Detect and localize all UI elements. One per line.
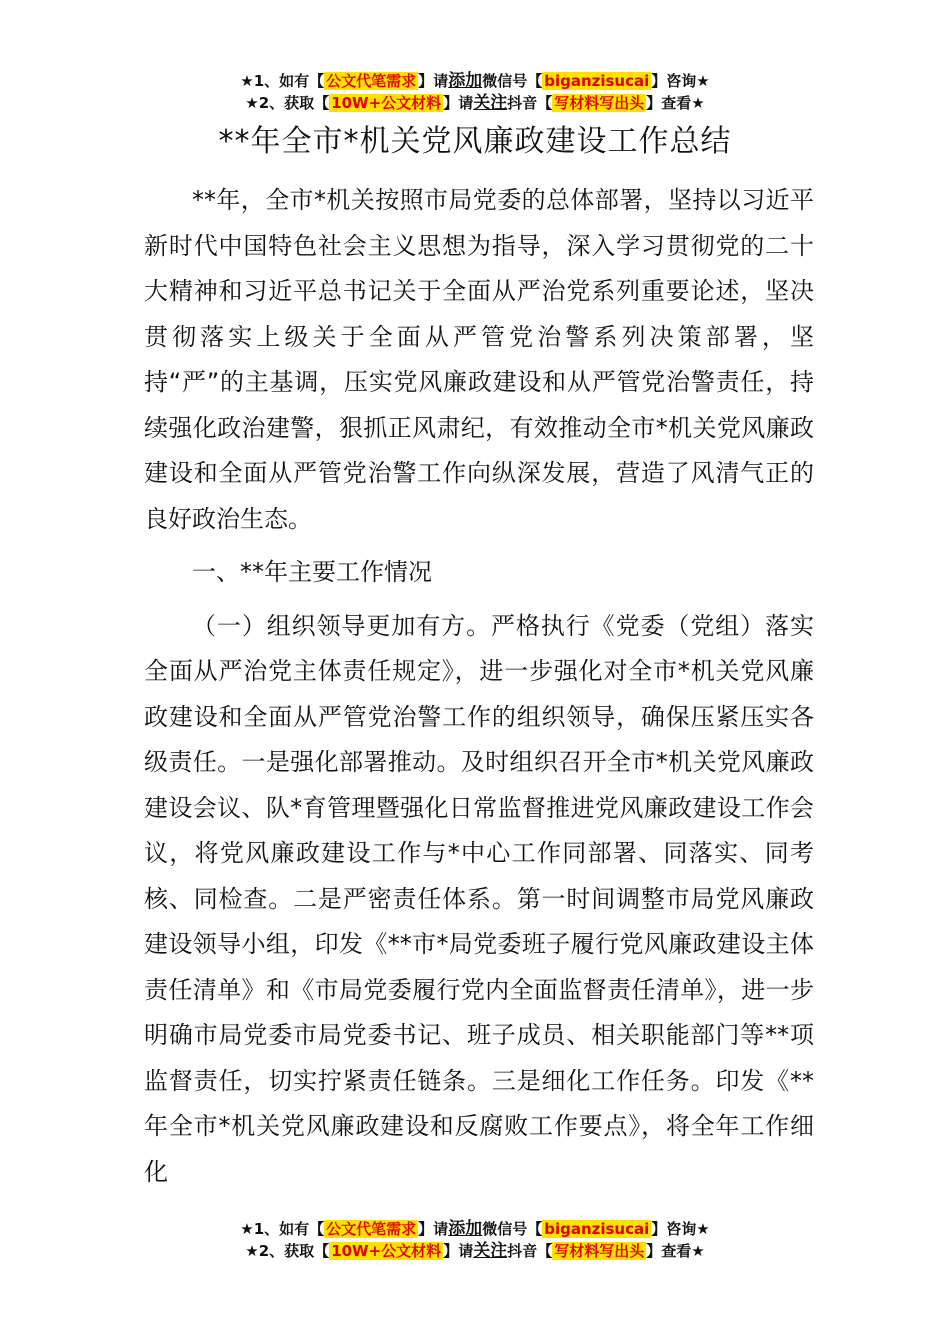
bottom-banner [0,1218,950,1262]
banner-text: 微信号【 [482,1220,543,1238]
banner-line-2 [0,1240,950,1262]
document-title: **年全市*机关党风廉政建设工作总结 [218,124,732,159]
banner-underlined-text: 关注 [473,93,508,113]
banner-line-1 [0,1218,950,1240]
banner-text: 】查看★ [646,94,705,112]
banner-text: 】查看★ [646,1242,705,1260]
banner-line-1 [0,70,950,92]
section-heading: 一、**年主要工作情况 [192,558,432,586]
banner-underlined-text: 添加 [448,1219,483,1239]
banner-highlight: 公文代笔需求 [326,1220,417,1238]
banner-text: 】咨询★ [651,1220,710,1238]
banner-underlined-text: 添加 [448,71,483,91]
banner-line-2 [0,92,950,114]
banner-text: ★1、如有【 [240,72,325,90]
banner-text: ★2、获取【 [245,94,330,112]
document-body [144,178,814,1195]
banner-highlight: 写材料写出头 [554,94,645,112]
top-banner [0,70,950,114]
banner-highlight: 10W+公文材料 [331,94,442,112]
banner-text: 】请 [418,1220,449,1238]
banner-underlined-text: 关注 [473,1241,508,1261]
banner-highlight: 公文代笔需求 [326,72,417,90]
banner-text: 微信号【 [482,72,543,90]
banner-text: ★1、如有【 [240,1220,325,1238]
banner-text: ★2、获取【 [245,1242,330,1260]
banner-text: 】请 [443,94,474,112]
banner-highlight: 10W+公文材料 [331,1242,442,1260]
banner-text: 】咨询★ [651,72,710,90]
banner-highlight: biganzisucai [544,1220,650,1238]
banner-text: 抖音【 [507,1242,553,1260]
banner-highlight: biganzisucai [544,72,650,90]
intro-paragraph: **年，全市*机关按照市局党委的总体部署，坚持以习近平新时代中国特色社会主义思想为指导，深入学习贯彻党的二十大精神和习近平总书记关于全面从严治党系列重要论述，坚决贯彻落实上级关于全面从严管党治警系列决策部署，坚持“严”的主基调，压实党风廉政建设和从严管党治警责任，持续强化政治建警，狠抓正风肃纪，有效推动全市*机关党风廉政建设和全面从严管党治警工作向纵深发展，营造了风清气正的良好政治生态。 [144,186,814,533]
banner-highlight: 写材料写出头 [554,1242,645,1260]
body-paragraph: （一）组织领导更加有方。严格执行《党委（党组）落实全面从严治党主体责任规定》，进一步强化对全市*机关党风廉政建设和全面从严管党治警工作的组织领导，确保压紧压实各级责任。一是强化部署推动。及时组织召开全市*机关党风廉政建设会议、队*育管理暨强化日常监督推进党风廉政建设工作会议，将党风廉政建设工作与*中心工作同部署、同落实、同考核、同检查。二是严密责任体系。第一时间调整市局党风廉政建设领导小组，印发《**市*局党委班子履行党风廉政建设主体责任清单》和《市局党委履行党内全面监督责任清单》，进一步明确市局党委市局党委书记、班子成员、相关职能部门等**项监督责任，切实拧紧责任链条。三是细化工作任务。印发《**年全市*机关党风廉政建设和反腐败工作要点》，将全年工作细化 [144,611,814,1186]
banner-text: 】请 [418,72,449,90]
banner-text: 】请 [443,1242,474,1260]
banner-text: 抖音【 [507,94,553,112]
